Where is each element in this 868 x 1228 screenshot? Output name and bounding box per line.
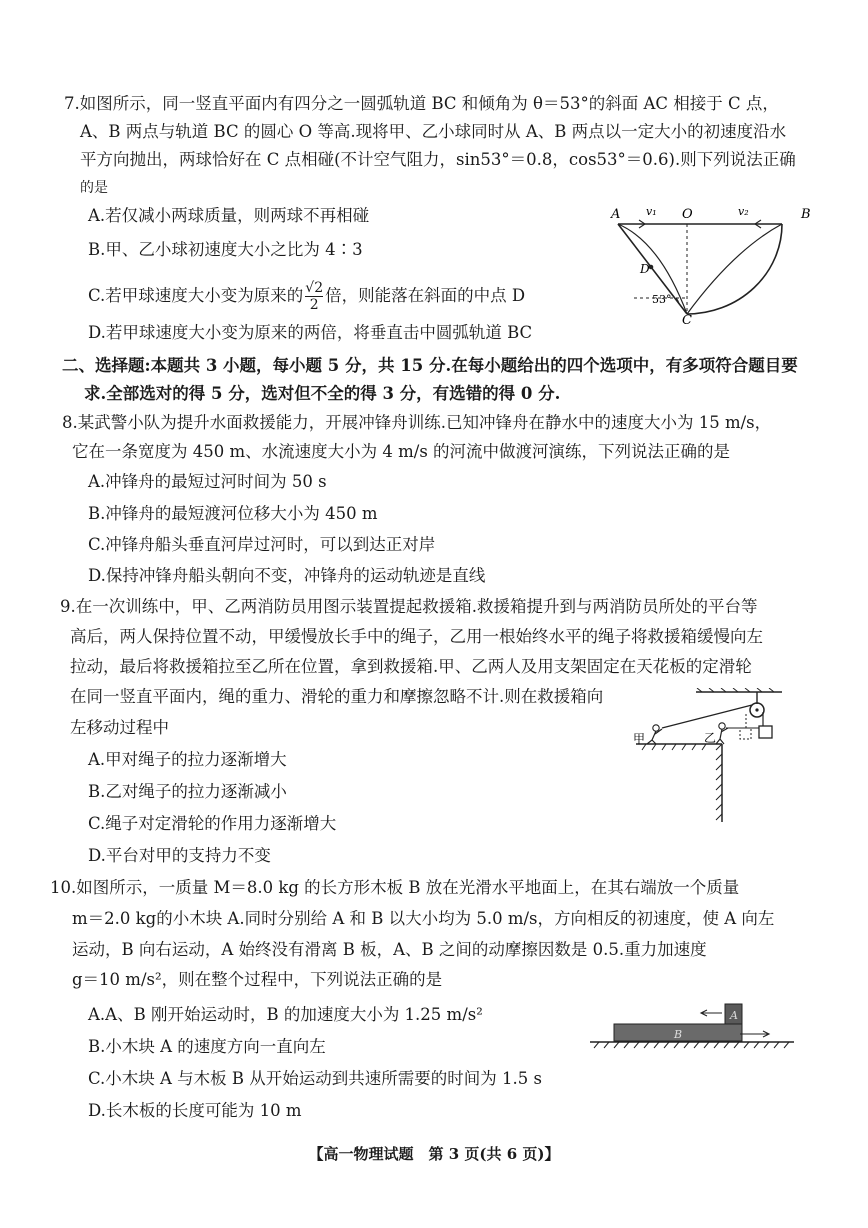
q7-label-v2: v₂: [738, 205, 749, 218]
q10-figure: [590, 996, 794, 1052]
q9-option-b: B.乙对绳子的拉力逐渐减小: [88, 782, 287, 801]
q10-stem-line-3: 运动，B 向右运动，A 始终没有滑离 B 板，A、B 之间的动摩擦因数是 0.5.重力加速度: [72, 940, 707, 959]
q7-option-c: [88, 280, 525, 313]
q9-yi-body: [716, 728, 728, 744]
q9-stem-line-2: 高后，两人保持位置不动，甲缓慢放长手中的绳子，乙用一根始终水平的绳子将救援箱缓慢向左: [70, 627, 763, 646]
q9-option-a: A.甲对绳子的拉力逐渐增大: [88, 750, 287, 769]
q8-option-b: B.冲锋舟的最短渡河位移大小为 450 m: [88, 504, 378, 523]
q7-arrow-v2: [755, 220, 774, 228]
q10-label-a: A: [730, 1009, 738, 1022]
q9-label-yi: 乙: [704, 731, 717, 745]
q9-stem-line-5: 左移动过程中: [70, 718, 169, 737]
q9-stem-line-1: 9.在一次训练中，甲、乙两消防员用图示装置提起救援箱.救援箱提升到与两消防员所处的平台等: [60, 597, 758, 616]
q8-option-a: A.冲锋舟的最短过河时间为 50 s: [88, 472, 327, 491]
q9-option-c: C.绳子对定滑轮的作用力逐渐增大: [88, 814, 337, 833]
q7-option-d: D.若甲球速度大小变为原来的两倍，将垂直击中圆弧轨道 BC: [88, 323, 533, 342]
q7-option-c-pre: C.若甲球速度大小变为原来的: [88, 286, 304, 305]
page-footer: 【高一物理试题 第 3 页(共 6 页)】: [308, 1145, 560, 1163]
q10-option-c: C.小木块 A 与木板 B 从开始运动到共速所需要的时间为 1.5 s: [88, 1069, 542, 1088]
q7-label-a: A: [611, 207, 621, 222]
q7-stem-line-2: A、B 两点与轨道 BC 的圆心 O 等高.现将甲、乙小球同时从 A、B 两点以一定大小的初速度沿水: [80, 122, 787, 141]
q8-option-d: D.保持冲锋舟船头朝向不变，冲锋舟的运动轨迹是直线: [88, 566, 486, 585]
q9-stem-line-4: 在同一竖直平面内，绳的重力、滑轮的重力和摩擦忽略不计.则在救援箱向: [70, 687, 604, 706]
section-2-header-line-1: 二、选择题:本题共 3 小题，每小题 5 分，共 15 分.在每小题给出的四个选项中，有多项符合题目要: [62, 356, 798, 375]
q9-rescue-box: [759, 726, 772, 738]
q10-stem-line-4: g＝10 m/s²，则在整个过程中，下列说法正确的是: [72, 970, 443, 989]
q10-arrow-b-right: [740, 1031, 769, 1037]
q7-stem-line-1: 7.如图所示，同一竖直平面内有四分之一圆弧轨道 BC 和倾角为 θ＝53°的斜面 AC 相接于 C 点，: [64, 94, 779, 113]
q10-stem-line-1: 10.如图所示，一质量 M＝8.0 kg 的长方形木板 B 放在光滑水平地面上，在其右端放一个质量: [50, 878, 740, 897]
q7-option-b: B.甲、乙小球初速度大小之比为 4∶3: [88, 240, 363, 259]
q9-platform-hatch: [642, 744, 706, 750]
q7-label-o: O: [682, 207, 693, 222]
q7-stem-line-3: 平方向抛出，两球恰好在 C 点相碰(不计空气阻力，sin53°＝0.8，cos53°＝0.6).则下列说法正确: [80, 150, 796, 169]
q9-wall-hatch: [716, 744, 722, 820]
q7-label-b: B: [801, 207, 811, 222]
q9-figure: [616, 688, 782, 828]
q7-stem-line-4: 的是: [80, 180, 108, 196]
q8-stem-line-1: 8.某武警小队为提升水面救援能力，开展冲锋舟训练.已知冲锋舟在静水中的速度大小为 15 m/s，: [62, 413, 772, 432]
q7-fraction-denominator: 2: [309, 297, 319, 313]
q7-option-a: A.若仅减小两球质量，则两球不再相碰: [88, 206, 370, 225]
q10-option-a: A.A、B 刚开始运动时，B 的加速度大小为 1.25 m/s²: [88, 1005, 483, 1024]
q10-option-d: D.长木板的长度可能为 10 m: [88, 1101, 302, 1120]
q7-label-angle: 53°: [652, 293, 672, 306]
q7-figure: [608, 200, 818, 326]
q7-arrow-v1: [626, 220, 645, 228]
q7-label-c: C: [682, 313, 692, 326]
section-2-header-line-2: 求.全部选对的得 5 分，选对但不全的得 3 分，有选错的得 0 分.: [84, 384, 561, 403]
q7-fraction-numerator: √2: [305, 280, 324, 296]
q8-stem-line-2: 它在一条宽度为 450 m、水流速度大小为 4 m/s 的河流中做渡河演练，下列说法正确的是: [72, 442, 731, 461]
q9-jia-head: [653, 725, 659, 731]
q7-fraction: [305, 280, 323, 313]
q7-trajectory-yi: [687, 224, 782, 314]
q9-pulley-axle: [755, 708, 758, 711]
q10-arrow-a-left: [701, 1010, 722, 1016]
q9-option-d: D.平台对甲的支持力不变: [88, 846, 271, 865]
q7-label-v1: v₁: [646, 205, 657, 218]
q8-option-c: C.冲锋舟船头垂直河岸过河时，可以到达正对岸: [88, 535, 436, 554]
q7-label-d: D: [640, 262, 650, 276]
q9-rope-jia: [662, 705, 752, 728]
q10-stem-line-2: m＝2.0 kg的小木块 A.同时分别给 A 和 B 以大小均为 5.0 m/s，方向相反的初速度，使 A 向左: [72, 909, 775, 928]
q10-ground-hatch: [594, 1042, 789, 1048]
q9-stem-line-3: 拉动，最后将救援箱拉至乙所在位置，拿到救援箱.甲、乙两人及用支架固定在天花板的定滑轮: [70, 657, 752, 676]
q10-option-b: B.小木块 A 的速度方向一直向左: [88, 1037, 326, 1056]
q7-option-c-post: 倍，则能落在斜面的中点 D: [325, 286, 526, 305]
q7-arc-bc: [687, 224, 782, 314]
q9-label-jia: 甲: [633, 732, 646, 746]
q9-yi-head: [719, 723, 725, 729]
q10-label-b: B: [674, 1028, 683, 1041]
q9-box-dashed: [740, 728, 751, 739]
